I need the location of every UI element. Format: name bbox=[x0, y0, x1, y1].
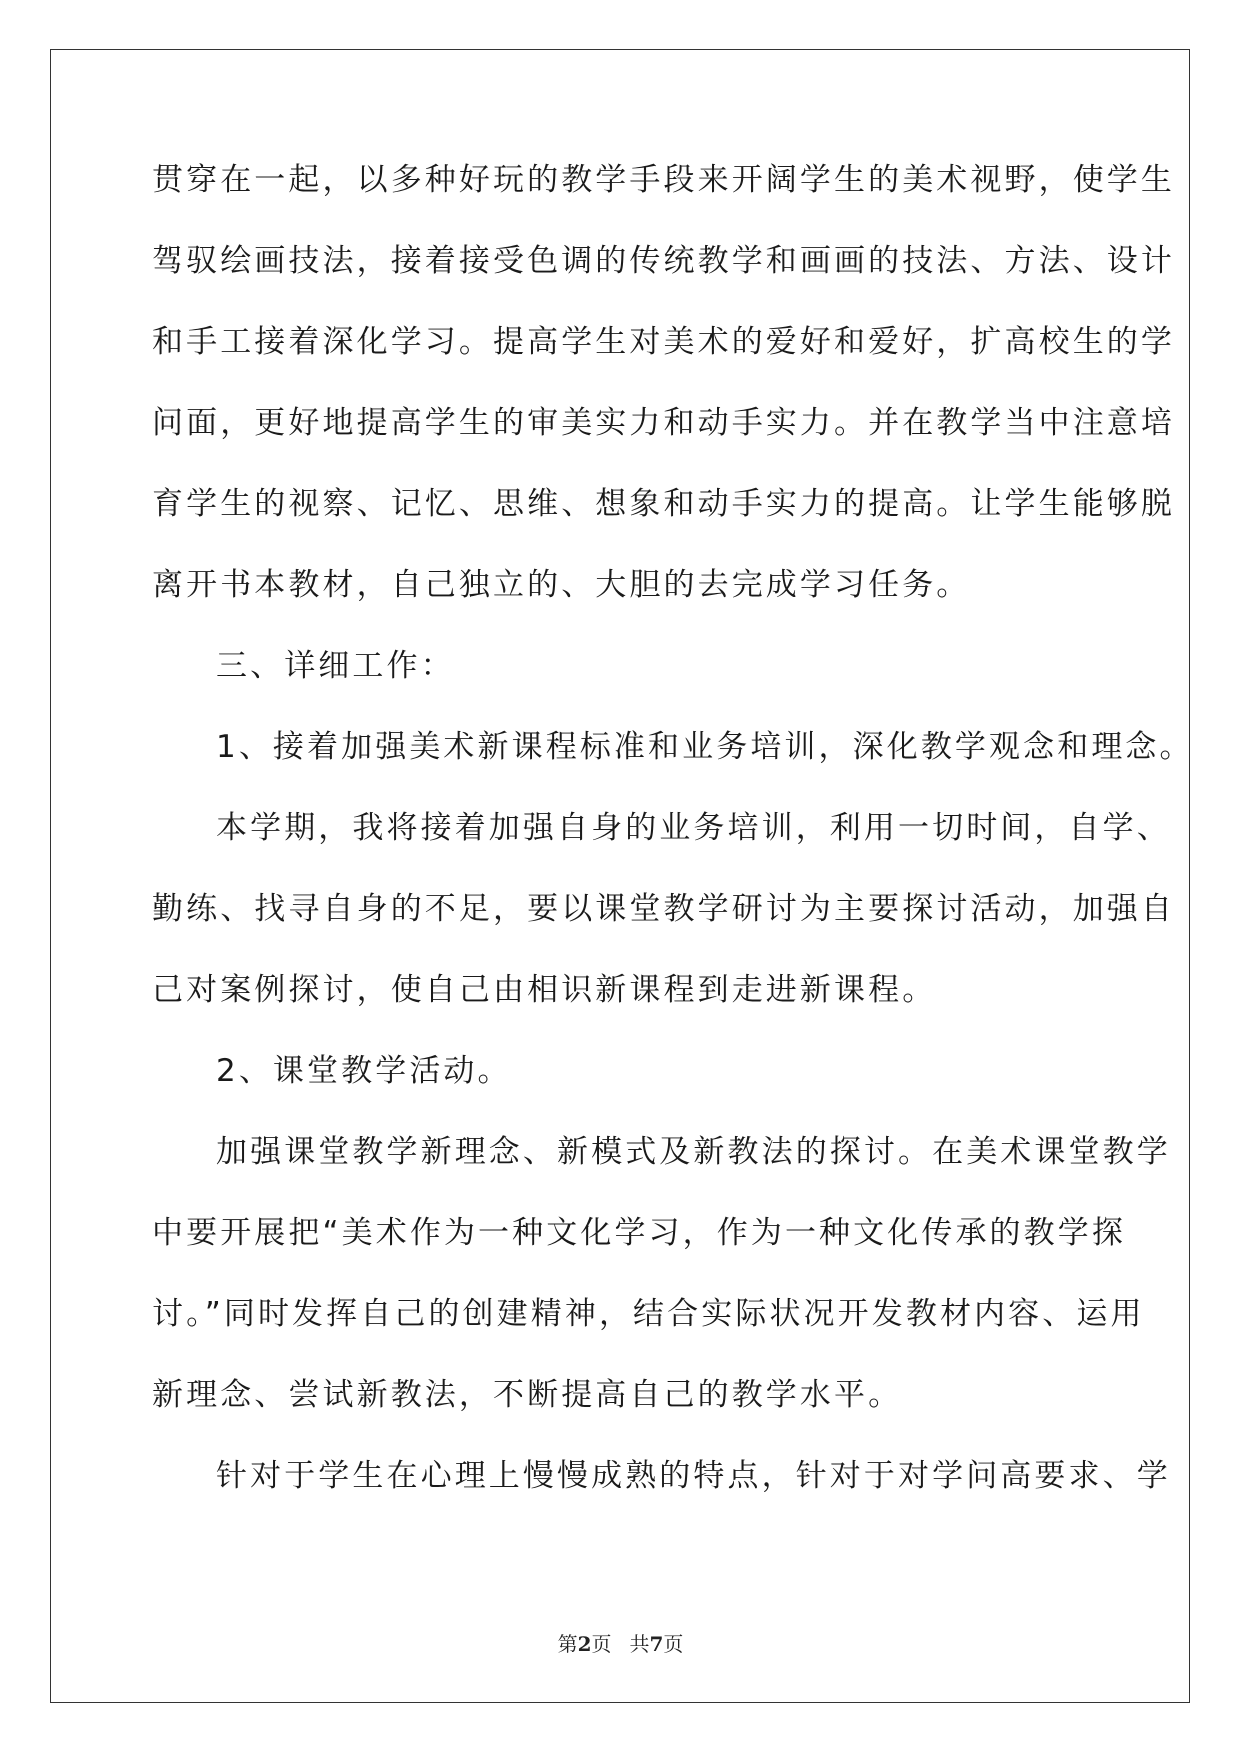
text-line-17: 针对于学生在心理上慢慢成熟的特点，针对于对学问高要求、学 bbox=[216, 1458, 1171, 1494]
text-line-9: 本学期，我将接着加强自身的业务培训，利用一切时间，自学、 bbox=[216, 810, 1171, 846]
footer-suffix-current: 页 bbox=[591, 1632, 612, 1656]
text-line-11: 己对案例探讨，使自己由相识新课程到走进新课程。 bbox=[152, 972, 937, 1008]
footer-prefix-current: 第 bbox=[557, 1632, 578, 1656]
current-page-number: 2 bbox=[577, 1632, 592, 1656]
text-line-15: 讨。”同时发挥自己的创建精神，结合实际状况开发教材内容、运用 bbox=[152, 1296, 1145, 1332]
text-line-4: 问面，更好地提高学生的审美实力和动手实力。并在教学当中注意培 bbox=[152, 405, 1175, 441]
total-pages-number: 7 bbox=[649, 1632, 664, 1656]
page-footer bbox=[0, 1628, 1241, 1657]
text-line-13: 加强课堂教学新理念、新模式及新教法的探讨。在美术课堂教学 bbox=[216, 1134, 1171, 1170]
text-line-16: 新理念、尝试新教法，不断提高自己的教学水平。 bbox=[152, 1377, 903, 1413]
text-line-8: 1、接着加强美术新课程标准和业务培训，深化教学观念和理念。 bbox=[216, 729, 1194, 765]
footer-prefix-total: 共 bbox=[629, 1632, 650, 1656]
footer-suffix-total: 页 bbox=[663, 1632, 684, 1656]
text-line-6: 离开书本教材，自己独立的、大胆的去完成学习任务。 bbox=[152, 567, 971, 603]
section-heading: 三、详细工作： bbox=[216, 648, 455, 684]
text-line-5: 育学生的视察、记忆、思维、想象和动手实力的提高。让学生能够脱 bbox=[152, 486, 1175, 522]
text-line-3: 和手工接着深化学习。提高学生对美术的爱好和爱好，扩高校生的学 bbox=[152, 324, 1175, 360]
text-line-14: 中要开展把“美术作为一种文化学习，作为一种文化传承的教学探 bbox=[152, 1215, 1126, 1251]
document-body bbox=[152, 160, 1194, 1537]
text-line-2: 驾驭绘画技法，接着接受色调的传统教学和画画的技法、方法、设计 bbox=[152, 243, 1175, 279]
text-line-12: 2、课堂教学活动。 bbox=[216, 1053, 512, 1089]
text-line-1: 贯穿在一起，以多种好玩的教学手段来开阔学生的美术视野，使学生 bbox=[152, 162, 1175, 198]
text-line-10: 勤练、找寻自身的不足，要以课堂教学研讨为主要探讨活动，加强自 bbox=[152, 891, 1175, 927]
